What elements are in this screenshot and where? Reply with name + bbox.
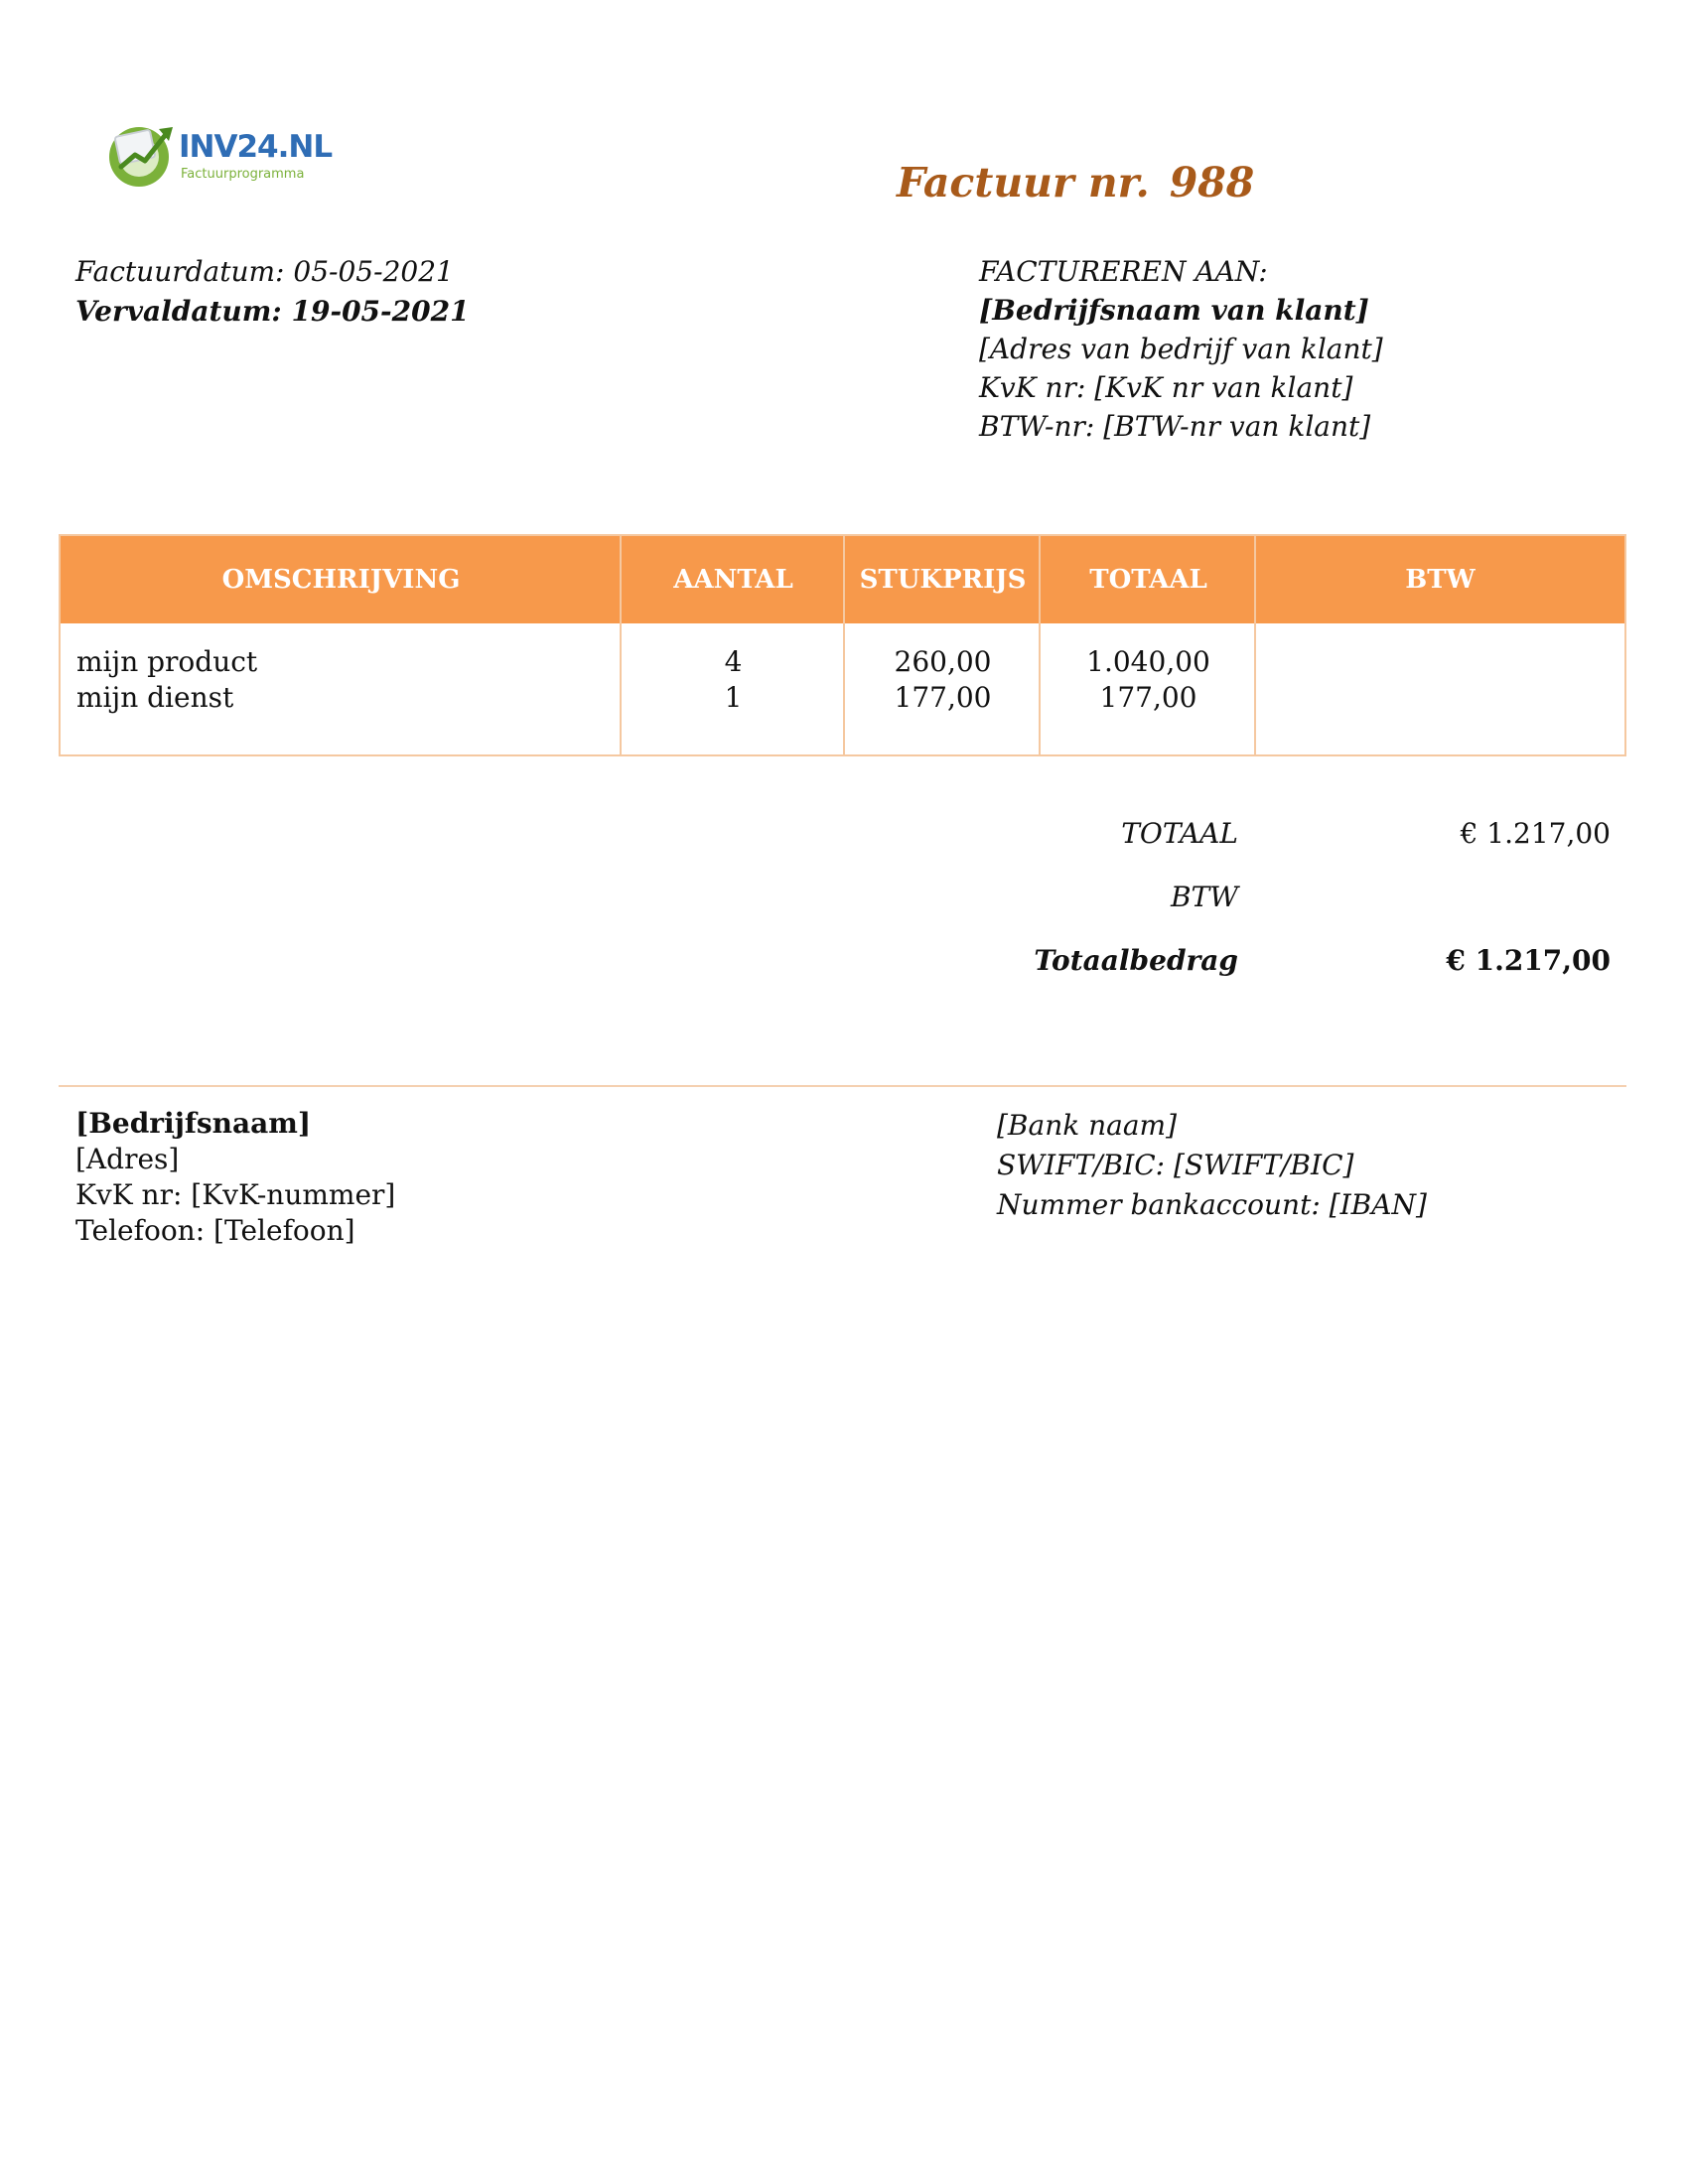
column-header-unit-price: STUKPRIJS	[859, 565, 1027, 595]
vat-label: BTW	[1170, 881, 1238, 913]
company-logo	[105, 117, 333, 197]
row-total: 1.040,00	[1086, 645, 1210, 678]
row-quantity: 1	[724, 681, 743, 714]
company-name: [Bedrijfsnaam]	[75, 1107, 312, 1140]
bank-info	[997, 1106, 1427, 1225]
bill-to-block	[979, 252, 1383, 446]
row-unit-price: 177,00	[894, 681, 992, 714]
invoice-title-label: Factuur nr.	[897, 159, 1150, 206]
row-total: 177,00	[1099, 681, 1197, 714]
company-info	[75, 1106, 395, 1249]
column-header-description: OMSCHRIJVING	[221, 565, 461, 595]
items-table	[59, 534, 1626, 756]
logo-text: INV24.NL	[179, 129, 333, 165]
row-description: mijn dienst	[76, 681, 234, 714]
logo-subtitle: Factuurprogramma	[181, 167, 305, 182]
logo-emblem-icon	[105, 117, 179, 191]
invoice-dates	[75, 252, 470, 332]
bill-to-heading: FACTUREREN AAN:	[979, 255, 1268, 288]
column-header-vat: BTW	[1405, 565, 1476, 595]
subtotal-value: € 1.217,00	[1460, 817, 1611, 850]
client-kvk: KvK nr: [KvK nr van klant]	[979, 371, 1353, 404]
subtotal-label: TOTAAL	[1121, 817, 1238, 850]
client-address: [Adres van bedrijf van klant]	[979, 333, 1383, 365]
grand-total-value: € 1.217,00	[1446, 944, 1611, 977]
client-vat: BTW-nr: [BTW-nr van klant]	[979, 410, 1371, 443]
company-phone: Telefoon: [Telefoon]	[75, 1214, 355, 1247]
due-date: Vervaldatum: 19-05-2021	[75, 295, 470, 328]
footer-divider	[59, 1085, 1626, 1087]
client-company: [Bedrijfsnaam van klant]	[979, 294, 1369, 327]
row-description: mijn product	[76, 645, 258, 678]
company-kvk: KvK nr: [KvK-nummer]	[75, 1178, 396, 1211]
column-header-quantity: AANTAL	[673, 565, 793, 595]
row-quantity: 4	[724, 645, 743, 678]
bank-swift: SWIFT/BIC: [SWIFT/BIC]	[997, 1149, 1354, 1181]
invoice-number: 988	[1169, 159, 1255, 206]
invoice-date: Factuurdatum: 05-05-2021	[75, 255, 454, 288]
row-unit-price: 260,00	[894, 645, 992, 678]
column-header-total: TOTAAL	[1089, 565, 1207, 595]
company-address: [Adres]	[75, 1143, 180, 1175]
grand-total-label: Totaalbedrag	[1034, 944, 1238, 977]
bank-name: [Bank naam]	[997, 1109, 1177, 1142]
bank-account: Nummer bankaccount: [IBAN]	[997, 1188, 1427, 1221]
invoice-title	[897, 159, 1254, 206]
